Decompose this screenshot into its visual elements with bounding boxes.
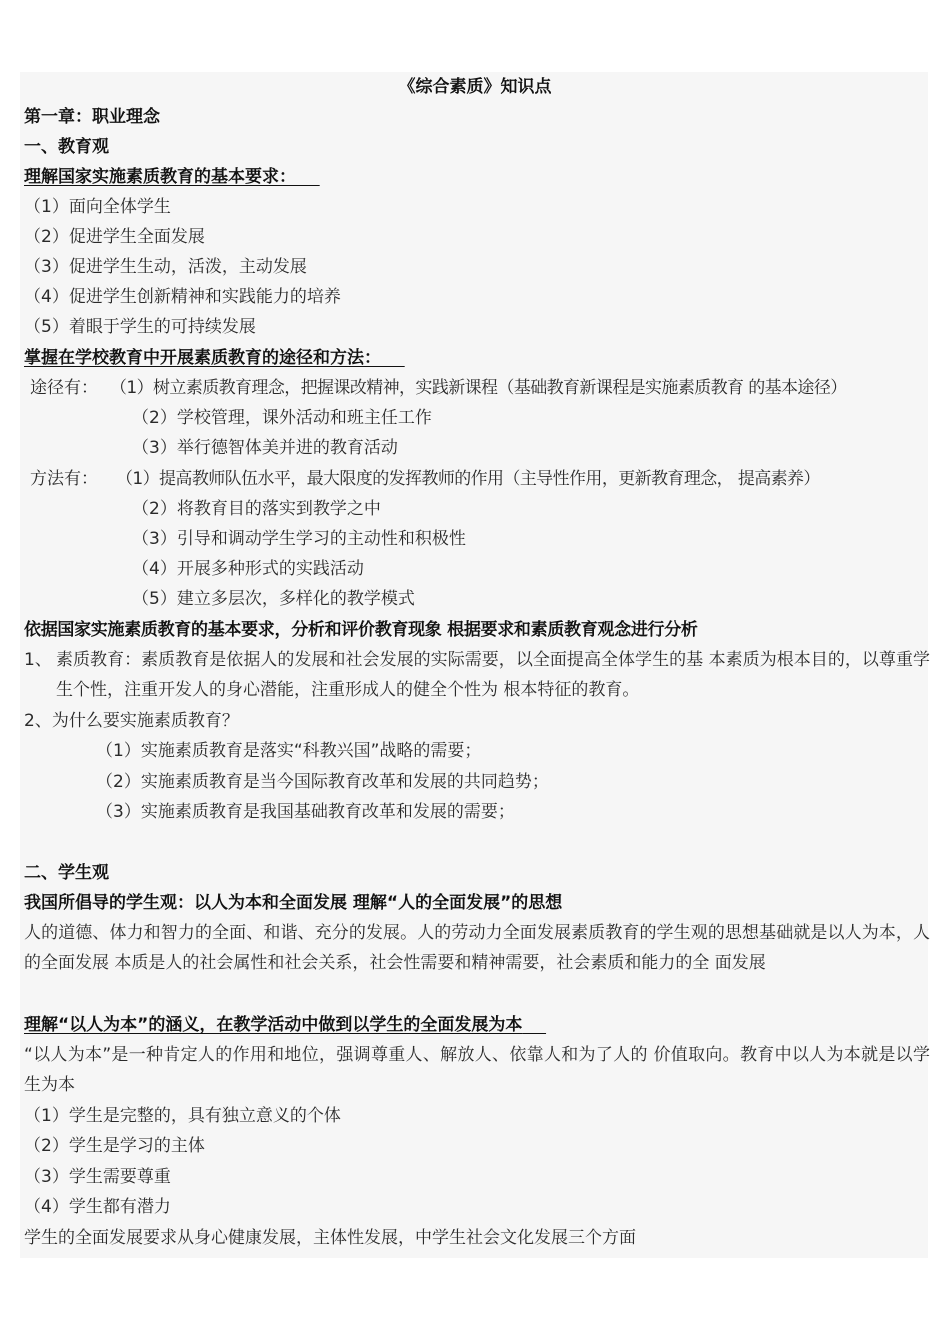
method-item: （2）将教育目的落实到教学之中 bbox=[132, 499, 381, 519]
definition-text: 素质教育：素质教育是依据人的发展和社会发展的实际需要，以全面提高全体学生的基 本素质为根本目的，以尊重学生个性，注重开发人的身心潜能，注重形成人的健全个性为 根本特征的教育。 bbox=[56, 650, 930, 700]
analysis-heading: 依据国家实施素质教育的基本要求，分析和评价教育现象 根据要求和素质教育观念进行分析 bbox=[24, 620, 698, 640]
requirement-item: （1）面向全体学生 bbox=[24, 197, 171, 217]
paths-label: 途径有： bbox=[30, 378, 98, 398]
student-view-heading: 我国所倡导的学生观：以人为本和全面发展 理解“人的全面发展”的思想 bbox=[24, 893, 563, 913]
method-item: （3）引导和调动学生学习的主动性和积极性 bbox=[132, 529, 466, 549]
method-item: （4）开展多种形式的实践活动 bbox=[132, 559, 364, 579]
student-item: （3）学生需要尊重 bbox=[24, 1167, 171, 1187]
student-item: （2）学生是学习的主体 bbox=[24, 1136, 205, 1156]
chapter-heading: 第一章：职业理念 bbox=[24, 107, 160, 127]
student-item: （1）学生是完整的，具有独立意义的个体 bbox=[24, 1106, 341, 1126]
student-item: （4）学生都有潜力 bbox=[24, 1197, 171, 1217]
path-item: （3）举行德智体美并进的教育活动 bbox=[132, 438, 398, 458]
human-oriented-paragraph: “以人为本”是一种肯定人的作用和地位，强调尊重人、解放人、依靠人和为了人的 价值取向。教育中以人为本就是以学生为本 bbox=[24, 1045, 930, 1095]
why-item: （1）实施素质教育是落实“科教兴国”战略的需要； bbox=[96, 741, 482, 761]
methods-label: 方法有： bbox=[30, 469, 98, 489]
closing-sentence: 学生的全面发展要求从身心健康发展，主体性发展，中学生社会文化发展三个方面 bbox=[24, 1228, 636, 1248]
section-heading-student-view: 二、学生观 bbox=[24, 863, 109, 883]
student-view-paragraph: 人的道德、体力和智力的全面、和谐、充分的发展。人的劳动力全面发展素质教育的学生观的思想基础就是以人为本，人的全面发展 本质是人的社会属性和社会关系，社会性需要和精神需要，社会素质和能力的全 面发展 bbox=[24, 923, 930, 973]
requirement-item: （2）促进学生全面发展 bbox=[24, 227, 205, 247]
human-oriented-heading: 理解“以人为本”的涵义，在教学活动中做到以学生的全面发展为本 bbox=[24, 1015, 523, 1035]
why-item: （2）实施素质教育是当今国际教育改革和发展的共同趋势； bbox=[96, 772, 549, 792]
path-item: （1）树立素质教育理念，把握课改精神，实践新课程（基础教育新课程是实施素质教育 的基本途径） bbox=[110, 378, 847, 398]
method-item: （5）建立多层次，多样化的教学模式 bbox=[132, 589, 415, 609]
path-item: （2）学校管理，课外活动和班主任工作 bbox=[132, 408, 432, 428]
requirement-item: （4）促进学生创新精神和实践能力的培养 bbox=[24, 287, 341, 307]
definition-paragraph bbox=[24, 645, 930, 705]
section-heading-education-view: 一、教育观 bbox=[24, 137, 109, 157]
why-item: （3）实施素质教育是我国基础教育改革和发展的需要； bbox=[96, 802, 515, 822]
document-title: 《综合素质》知识点 bbox=[398, 77, 552, 97]
ways-methods-heading: 掌握在学校教育中开展素质教育的途径和方法： bbox=[24, 348, 381, 368]
requirement-item: （5）着眼于学生的可持续发展 bbox=[24, 317, 256, 337]
requirement-item: （3）促进学生生动，活泼，主动发展 bbox=[24, 257, 307, 277]
why-question: 2、为什么要实施素质教育？ bbox=[24, 711, 239, 731]
method-item: （1）提高教师队伍水平，最大限度的发挥教师的作用（主导性作用，更新教育理念， 提高素养） bbox=[116, 469, 820, 489]
definition-number: 1、 bbox=[24, 650, 52, 670]
requirements-heading: 理解国家实施素质教育的基本要求： bbox=[24, 167, 296, 187]
